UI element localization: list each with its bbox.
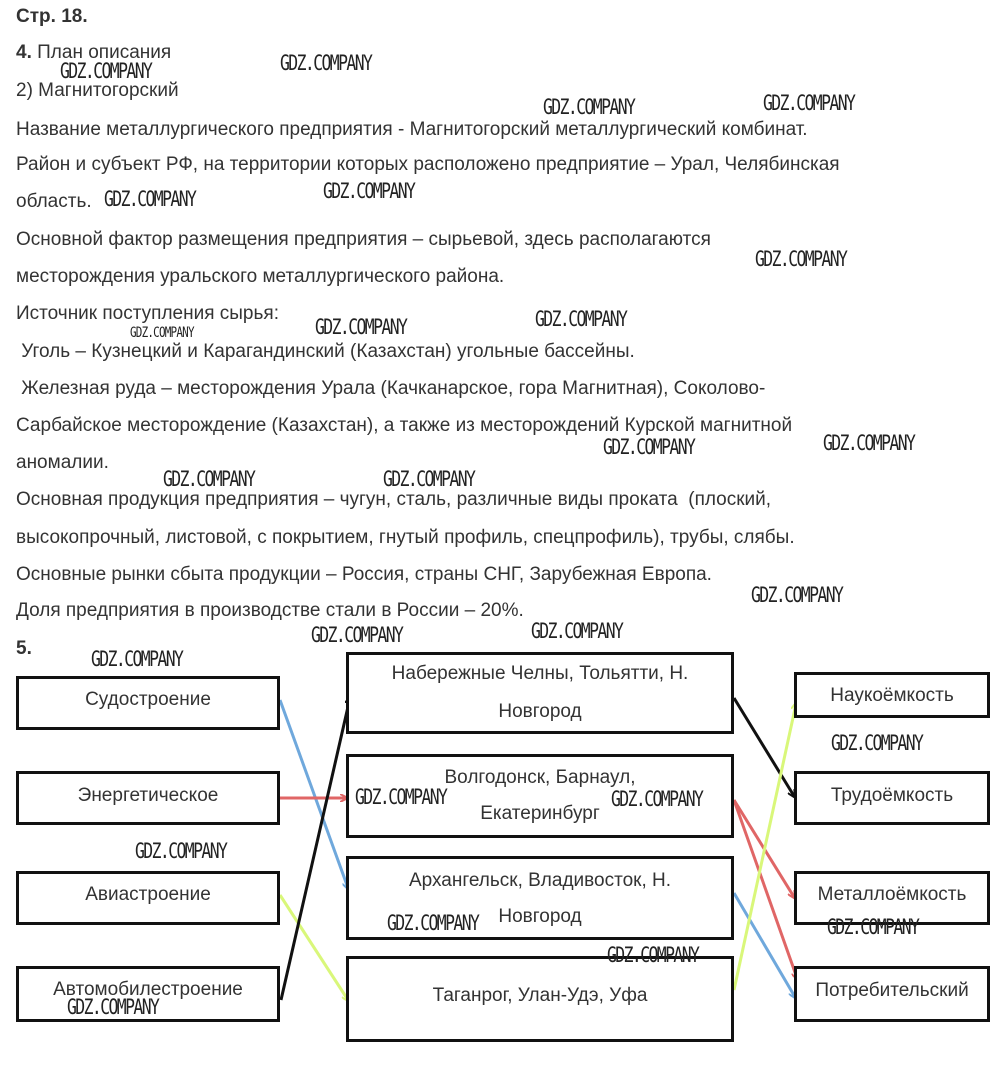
watermark: GDZ.COMPANY xyxy=(831,731,923,755)
watermark: GDZ.COMPANY xyxy=(67,995,159,1019)
watermark: GDZ.COMPANY xyxy=(355,785,447,809)
text-line: высокопрочный, листовой, с покрытием, гнутый профиль, спецпрофиль), трубы, слябы. xyxy=(16,527,795,548)
watermark: GDZ.COMPANY xyxy=(763,91,855,115)
box-label-line: Новгород xyxy=(498,906,582,927)
task4-item: 2) Магнитогорский xyxy=(16,80,179,101)
task4-heading-text: План описания xyxy=(37,42,172,63)
watermark: GDZ.COMPANY xyxy=(751,583,843,607)
task5-number: 5. xyxy=(16,638,32,659)
watermark: GDZ.COMPANY xyxy=(135,839,227,863)
watermark: GDZ.COMPANY xyxy=(755,247,847,271)
box-labor-intensity xyxy=(794,771,990,825)
text-line: Железная руда – месторождения Урала (Качканарское, гора Магнитная), Соколово- xyxy=(16,378,766,399)
watermark: GDZ.COMPANY xyxy=(607,943,699,967)
watermark: GDZ.COMPANY xyxy=(383,467,475,491)
box-automotive xyxy=(16,966,280,1022)
text-line: Доля предприятия в производстве стали в России – 20%. xyxy=(16,600,524,621)
watermark: GDZ.COMPANY xyxy=(130,325,194,341)
box-label: Металлоёмкость xyxy=(817,884,967,905)
text-line: Источник поступления сырья: xyxy=(16,303,279,324)
box-label-line: Набережные Челны, Тольятти, Н. xyxy=(391,663,689,684)
box-metal-intensity xyxy=(794,871,990,925)
watermark: GDZ.COMPANY xyxy=(60,59,152,83)
watermark: GDZ.COMPANY xyxy=(311,623,403,647)
page-title: Стр. 18. xyxy=(16,6,88,27)
watermark: GDZ.COMPANY xyxy=(543,95,635,119)
box-cities-2 xyxy=(346,754,734,838)
box-label: Судостроение xyxy=(85,689,211,710)
box-label: Трудоёмкость xyxy=(830,785,954,806)
watermark: GDZ.COMPANY xyxy=(315,315,407,339)
box-label-line: Екатеринбург xyxy=(480,803,600,824)
arrow-automotive xyxy=(281,698,350,1000)
text-line: Основные рынки сбыта продукции – Россия, страны СНГ, Зарубежная Европа. xyxy=(16,564,712,585)
text-line: Сарбайское месторождение (Казахстан), а также из месторождений Курской магнитной xyxy=(16,415,793,436)
box-label: Потребительский xyxy=(815,980,969,1001)
watermark: GDZ.COMPANY xyxy=(823,431,915,455)
watermark: GDZ.COMPANY xyxy=(603,435,695,459)
box-cities-4 xyxy=(346,956,734,1042)
watermark: GDZ.COMPANY xyxy=(91,647,183,671)
arrow-aircraft xyxy=(280,895,348,1000)
text-line: Район и субъект РФ, на территории которых расположено предприятие – Урал, Челябинская xyxy=(16,154,840,175)
box-consumer xyxy=(794,966,990,1022)
text-line: область. xyxy=(16,191,92,212)
watermark: GDZ.COMPANY xyxy=(611,787,703,811)
text-line: Название металлургического предприятия - Магнитогорский металлургический комбинат. xyxy=(16,119,808,140)
text-line: месторождения уральского металлургического района. xyxy=(16,266,505,287)
box-energy xyxy=(16,771,280,825)
box-science-intensity xyxy=(794,672,990,718)
watermark: GDZ.COMPANY xyxy=(104,187,196,211)
box-cities-3 xyxy=(346,856,734,940)
box-label-line: Новгород xyxy=(498,701,582,722)
text-line: Уголь – Кузнецкий и Карагандинский (Казахстан) угольные бассейны. xyxy=(16,341,635,362)
arrow-cities1 xyxy=(734,698,794,796)
text-line: аномалии. xyxy=(16,452,109,473)
box-label-line: Архангельск, Владивосток, Н. xyxy=(408,870,672,891)
watermark: GDZ.COMPANY xyxy=(387,911,479,935)
box-label: Энергетическое xyxy=(77,785,219,806)
box-label: Автомобилестроение xyxy=(53,979,243,1000)
box-label-line: Волгодонск, Барнаул, xyxy=(444,767,636,788)
box-cities-1 xyxy=(346,652,734,734)
watermark: GDZ.COMPANY xyxy=(531,619,623,643)
watermark: GDZ.COMPANY xyxy=(535,307,627,331)
text-line: Основная продукция предприятия – чугун, сталь, различные виды проката (плоский, xyxy=(16,489,772,510)
box-label: Наукоёмкость xyxy=(830,685,954,706)
box-label-line: Таганрог, Улан-Удэ, Уфа xyxy=(432,985,648,1006)
watermark: GDZ.COMPANY xyxy=(280,51,372,75)
box-label: Авиастроение xyxy=(85,884,211,905)
watermark: GDZ.COMPANY xyxy=(163,467,255,491)
text-line: Основной фактор размещения предприятия – сырьевой, здесь располагаются xyxy=(16,229,711,250)
watermark: GDZ.COMPANY xyxy=(827,915,919,939)
task4-number: 4. xyxy=(16,42,32,63)
box-aircraft xyxy=(16,871,280,925)
watermark: GDZ.COMPANY xyxy=(323,179,415,203)
box-shipbuilding xyxy=(16,676,280,730)
